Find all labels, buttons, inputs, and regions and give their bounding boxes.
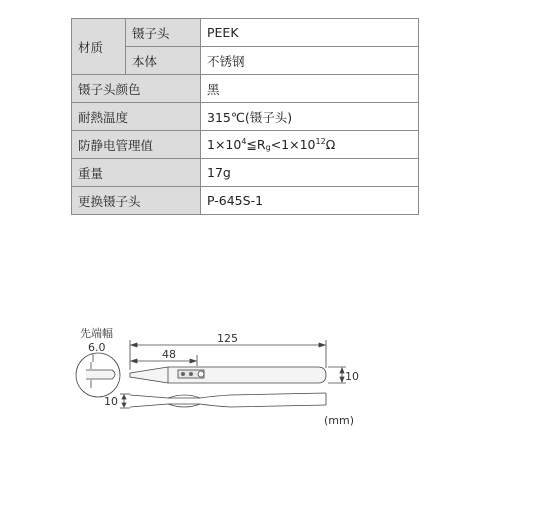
heat-label: 耐熱温度 (72, 103, 201, 131)
unit-label: (mm) (324, 414, 355, 427)
material-label: 材质 (72, 19, 126, 75)
tip-label: 镊子头 (126, 19, 201, 47)
dim-height-arrow-top (340, 368, 344, 373)
tip-detail-shape (86, 370, 115, 379)
tip-value: PEEK (201, 19, 419, 47)
tip-width-value: 6.0 (88, 341, 106, 354)
dim-total-label: 125 (217, 332, 238, 345)
dim-height-label: 10 (345, 370, 359, 383)
weight-value: 17g (201, 159, 419, 187)
tweezer-pin-1 (181, 372, 185, 376)
esd-exponent-2: 12 (315, 137, 326, 146)
replace-value: P-645S-1 (201, 187, 419, 215)
tweezer-side-view-grip (168, 395, 200, 407)
dim-thick-label: 10 (104, 395, 118, 408)
replace-label: 更换镊子头 (72, 187, 201, 215)
esd-part-b: ≦R (246, 137, 266, 152)
esd-part-c: <1×10 (270, 137, 316, 152)
dim-total-arrow-right (319, 343, 325, 347)
dim-height-arrow-bottom (340, 377, 344, 382)
tweezer-side-view-upper (130, 393, 326, 398)
dim-total-arrow-left (131, 343, 137, 347)
tweezer-pin-2 (189, 372, 193, 376)
heat-value: 315℃(镊子头) (201, 103, 419, 131)
tweezer-top-view (130, 367, 326, 383)
esd-part-a: 1×10 (207, 137, 242, 152)
dim-thick-arrow-bottom (122, 403, 126, 407)
body-label: 本体 (126, 47, 201, 75)
dim-tip-arrow-right (190, 359, 196, 363)
tip-width-label: 先端幅 (80, 327, 113, 340)
dim-thick-arrow-top (122, 395, 126, 399)
esd-subscript: g (265, 143, 271, 152)
dim-tip-arrow-left (131, 359, 137, 363)
color-value: 黑 (201, 75, 419, 103)
body-value: 不锈钢 (201, 47, 419, 75)
esd-part-d: Ω (325, 137, 336, 152)
tweezer-pin-3 (198, 371, 204, 377)
esd-label: 防静电管理值 (72, 131, 201, 159)
color-label: 镊子头颜色 (72, 75, 201, 103)
dim-tip-label: 48 (162, 348, 176, 361)
weight-label: 重量 (72, 159, 201, 187)
esd-exponent-1: 4 (241, 137, 247, 146)
tweezer-side-view-lower (130, 404, 326, 407)
